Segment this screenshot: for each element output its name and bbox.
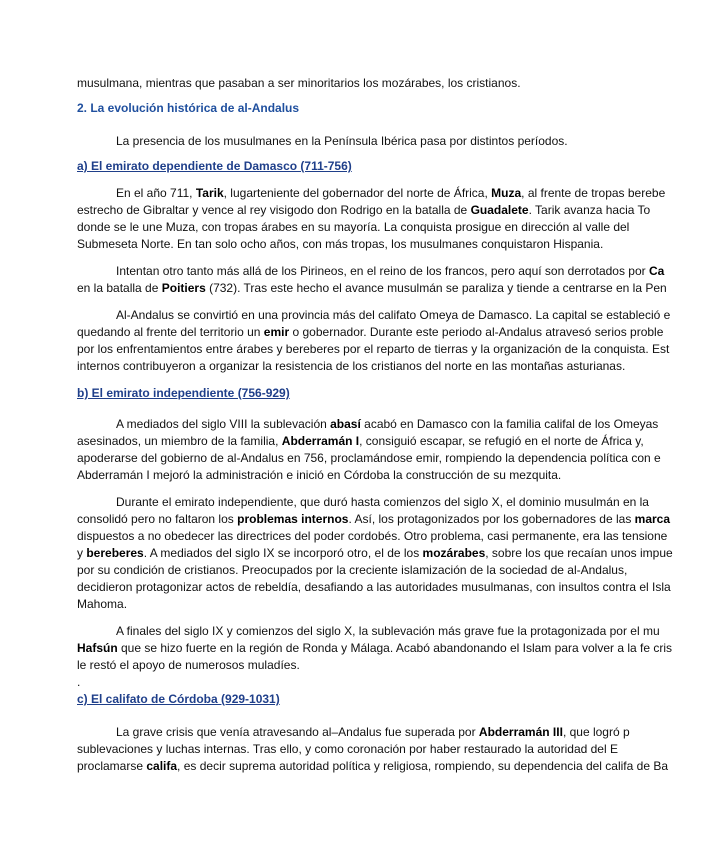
paragraph-line <box>77 657 717 674</box>
bold-term: Abderramán I <box>281 434 360 448</box>
text-run: A finales del siglo IX y comienzos del siglo X, la sublevación más grave fue la protagonizada por el mu <box>116 624 660 638</box>
text-run: quedando al frente del territorio un <box>77 325 264 339</box>
text-run: decidieron protagonizar actos de rebeldía, desafiando a las autoridades musulmanas, con insultos contra el Isla <box>77 580 671 594</box>
text-run: . A mediados del siglo IX se incorporó otro, el de los <box>143 546 423 560</box>
bold-term: Tarik <box>195 186 224 200</box>
paragraph <box>77 416 717 484</box>
paragraph-line <box>77 202 717 219</box>
text-run: internos contribuyeron a organizar la resistencia de los cristianos del norte en las montañas asturianas. <box>77 359 626 373</box>
text-run: asesinados, un miembro de la familia, <box>77 434 282 448</box>
bold-term: Guadalete <box>470 203 529 217</box>
paragraph-line <box>77 596 717 613</box>
subsection-link[interactable]: b) El emirato independiente (756-929) <box>77 386 290 400</box>
paragraph-line <box>77 450 717 467</box>
paragraph-line <box>77 545 717 562</box>
paragraph-line <box>77 562 717 579</box>
bold-term: Poitiers <box>161 281 206 295</box>
paragraph-line: La presencia de los musulmanes en la Península Ibérica pasa por distintos períodos. <box>116 134 568 148</box>
text-run: . Así, los protagonizados por los gobernadores de las <box>348 512 635 526</box>
bold-term: califa <box>146 759 178 773</box>
subsection-link[interactable]: a) El emirato dependiente de Damasco (711-756) <box>77 159 352 173</box>
text-run: La grave crisis que venía atravesando al–Andalus fue superada por <box>116 725 479 739</box>
subsection-link[interactable]: c) El califato de Córdoba (929-1031) <box>77 692 280 706</box>
paragraph-line <box>77 185 717 202</box>
paragraph-line <box>77 467 717 484</box>
paragraph-line <box>77 280 717 297</box>
text-run: , lugarteniente del gobernador del norte de África, <box>223 186 492 200</box>
text-run: dispuestos a no obedecer las directrices del poder cordobés. Otro problema, casi permanente, era las tensione <box>77 529 668 543</box>
paragraph <box>77 494 717 613</box>
text-run: Durante el emirato independiente, que duró hasta comienzos del siglo X, el dominio musulmán en la <box>116 495 649 509</box>
paragraph-line: musulmana, mientras que pasaban a ser minoritarios los mozárabes, los cristianos. <box>77 76 521 90</box>
text-run: por su condición de cristianos. Preocupados por la creciente islamización de la sociedad de al-Andalus, <box>77 563 628 577</box>
bold-term: Abderramán III <box>478 725 563 739</box>
bold-term: Muza <box>491 186 522 200</box>
paragraph-line <box>77 236 717 253</box>
text-run: que se hizo fuerte en la región de Ronda y Málaga. Acabó abandonando el Islam para volver a la fe cris <box>117 641 673 655</box>
text-run: , sobre los que recaían unos impue <box>485 546 673 560</box>
text-run: . Tarik avanza hacia To <box>528 203 651 217</box>
text-run: por los enfrentamientos entre árabes y bereberes por el reparto de tierras y la organización de la conquista. Est <box>77 342 670 356</box>
paragraph-line <box>77 433 717 450</box>
paragraph-line <box>77 416 717 433</box>
bold-term: bereberes <box>86 546 144 560</box>
text-run: acabó en Damasco con la familia califal de los Omeyas <box>360 417 659 431</box>
paragraph-line <box>77 623 717 640</box>
text-run: , es decir suprema autoridad política y religiosa, rompiendo, su dependencia del califa de Ba <box>177 759 669 773</box>
paragraph-line <box>77 358 717 375</box>
bold-term: abasí <box>330 417 361 431</box>
paragraph-line <box>77 758 717 775</box>
text-run: apoderarse del gobierno de al-Andalus en 756, proclamándose emir, rompiendo la dependencia política con e <box>77 451 661 465</box>
text-run: , al frente de tropas berebe <box>521 186 666 200</box>
paragraph-line <box>77 741 717 758</box>
text-run: en la batalla de <box>77 281 162 295</box>
text-run: sublevaciones y luchas internas. Tras ello, y como coronación por haber restaurado la autoridad del E <box>77 742 618 756</box>
paragraph-line <box>77 511 717 528</box>
text-run: estrecho de Gibraltar y vence al rey visigodo don Rodrigo en la batalla de <box>77 203 471 217</box>
text-run: Mahoma. <box>77 597 128 611</box>
document-page <box>77 75 717 775</box>
text-run: Submeseta Norte. En tan solo ocho años, con más tropas, los musulmanes conquistaron Hispania. <box>77 237 604 251</box>
text-run: Al-Andalus se convirtió en una provincia más del califato Omeya de Damasco. La capital se estableció e <box>116 308 671 322</box>
paragraph-line <box>77 219 717 236</box>
section-heading: 2. La evolución histórica de al-Andalus <box>77 101 300 115</box>
text-run: y <box>77 546 87 560</box>
text-run: En el año 711, <box>116 186 196 200</box>
paragraph-line <box>77 724 717 741</box>
bold-term: mozárabes <box>422 546 486 560</box>
text-run: , que logró p <box>562 725 630 739</box>
paragraph-line <box>77 263 717 280</box>
text-run: . <box>77 675 81 689</box>
paragraph-line <box>77 674 717 691</box>
text-run: le restó el apoyo de numerosos muladíes. <box>77 658 300 672</box>
paragraph-line <box>77 640 717 657</box>
text-run: o gobernador. Durante este periodo al-Andalus atravesó serios proble <box>289 325 664 339</box>
text-run: Abderramán I mejoró la administración e inició en Córdoba la construcción de su mezquita. <box>77 468 562 482</box>
paragraph-line <box>77 324 717 341</box>
paragraph-line <box>77 528 717 545</box>
paragraph-line <box>77 307 717 324</box>
text-run: proclamarse <box>77 759 147 773</box>
text-run: A mediados del siglo VIII la sublevación <box>116 417 331 431</box>
text-run: (732). Tras este hecho el avance musulmán se paraliza y tiende a centrarse en la Pen <box>205 281 667 295</box>
text-run: Intentan otro tanto más allá de los Pirineos, en el reino de los francos, pero aquí son derrotados por <box>116 264 649 278</box>
paragraph-line <box>77 494 717 511</box>
paragraph-line <box>77 579 717 596</box>
paragraph <box>77 185 717 253</box>
text-run: , consiguió escapar, se refugió en el norte de África y, <box>359 434 644 448</box>
bold-term: Hafsún <box>77 641 118 655</box>
paragraph-line <box>77 341 717 358</box>
text-run: consolidó pero no faltaron los <box>77 512 238 526</box>
bold-term: Ca <box>649 264 665 278</box>
bold-term: marca <box>634 512 671 526</box>
paragraph <box>77 724 717 775</box>
paragraph <box>77 623 717 691</box>
paragraph <box>77 263 717 297</box>
paragraph <box>77 307 717 375</box>
bold-term: emir <box>263 325 290 339</box>
text-run: donde se le une Muza, con tropas árabes en su mayoría. La conquista prosigue en dirección al valle del <box>77 220 630 234</box>
bold-term: problemas internos <box>237 512 349 526</box>
